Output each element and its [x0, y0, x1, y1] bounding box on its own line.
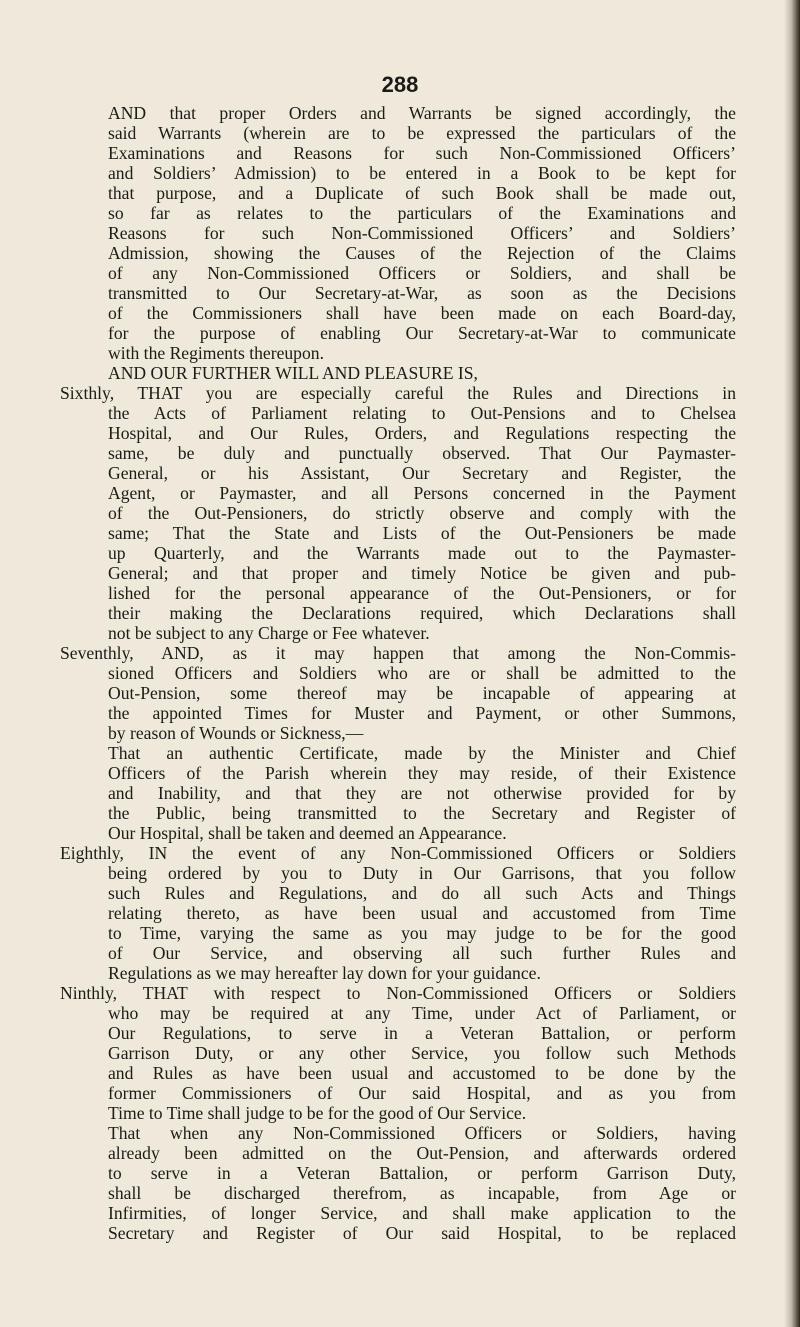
- text-line: Officers of the Parish wherein they may reside, of their Existence: [108, 763, 736, 783]
- text-line: to Time, varying the same as you may judge to be for the good: [108, 923, 736, 943]
- text-line: and Rules as have been usual and accustomed to be done by the: [108, 1063, 736, 1083]
- text-line: that purpose, and a Duplicate of such Book shall be made out,: [108, 183, 736, 203]
- text-line: Seventhly, AND, as it may happen that among the Non-Commis-: [60, 643, 736, 663]
- text-line: Infirmities, of longer Service, and shall make application to the: [108, 1203, 736, 1223]
- text-line: Examinations and Reasons for such Non-Commissioned Officers’: [108, 143, 736, 163]
- text-line: of the Commissioners shall have been made on each Board-day,: [108, 303, 736, 323]
- text-line: Agent, or Paymaster, and all Persons concerned in the Payment: [108, 483, 736, 503]
- text-line: Our Regulations, to serve in a Veteran Battalion, or perform: [108, 1023, 736, 1043]
- text-line: Eighthly, IN the event of any Non-Commissioned Officers or Soldiers: [60, 843, 736, 863]
- text-line: being ordered by you to Duty in Our Garrisons, that you follow: [108, 863, 736, 883]
- text-line: Reasons for such Non-Commissioned Officers’ and Soldiers’: [108, 223, 736, 243]
- text-line: for the purpose of enabling Our Secretary-at-War to communicate: [108, 323, 736, 343]
- text-line: Regulations as we may hereafter lay down for your guidance.: [108, 963, 541, 983]
- text-line: Time to Time shall judge to be for the good of Our Service.: [108, 1103, 527, 1123]
- text-line: That an authentic Certificate, made by the Minister and Chief: [108, 743, 736, 763]
- text-line: relating thereto, as have been usual and accustomed from Time: [108, 903, 736, 923]
- text-line: same; That the State and Lists of the Out-Pensioners be made: [108, 523, 736, 543]
- text-line: of the Out-Pensioners, do strictly observe and comply with the: [108, 503, 736, 523]
- text-line: said Warrants (wherein are to be expressed the particulars of the: [108, 123, 736, 143]
- text-line: General, or his Assistant, Our Secretary and Register, the: [108, 463, 736, 483]
- text-line: their making the Declarations required, which Declarations shall: [108, 603, 736, 623]
- text-line: shall be discharged therefrom, as incapable, from Age or: [108, 1183, 736, 1203]
- text-line: sioned Officers and Soldiers who are or shall be admitted to the: [108, 663, 736, 683]
- text-line: the Public, being transmitted to the Secretary and Register of: [108, 803, 736, 823]
- text-line: to serve in a Veteran Battalion, or perform Garrison Duty,: [108, 1163, 736, 1183]
- text-line: such Rules and Regulations, and do all such Acts and Things: [108, 883, 736, 903]
- text-line: with the Regiments thereupon.: [108, 343, 324, 363]
- text-line: former Commissioners of Our said Hospital, and as you from: [108, 1083, 736, 1103]
- text-line: Secretary and Register of Our said Hospital, to be replaced: [108, 1223, 736, 1243]
- body-text: [60, 103, 736, 1243]
- text-line: transmitted to Our Secretary-at-War, as soon as the Decisions: [108, 283, 736, 303]
- text-line: up Quarterly, and the Warrants made out to the Paymaster-: [108, 543, 736, 563]
- text-line: General; and that proper and timely Notice be given and pub-: [108, 563, 736, 583]
- text-line: Garrison Duty, or any other Service, you follow such Methods: [108, 1043, 736, 1063]
- text-line: of any Non-Commissioned Officers or Soldiers, and shall be: [108, 263, 736, 283]
- text-line: by reason of Wounds or Sickness,—: [108, 723, 364, 743]
- text-line: not be subject to any Charge or Fee whatever.: [108, 623, 430, 643]
- text-line: and Soldiers’ Admission) to be entered in a Book to be kept for: [108, 163, 736, 183]
- text-line: AND that proper Orders and Warrants be signed accordingly, the: [108, 103, 736, 123]
- text-line: already been admitted on the Out-Pension, and afterwards ordered: [108, 1143, 736, 1163]
- text-line: That when any Non-Commissioned Officers or Soldiers, having: [108, 1123, 736, 1143]
- text-line: the appointed Times for Muster and Payment, or other Summons,: [108, 703, 736, 723]
- page-number: 288: [381, 72, 419, 97]
- text-line: Admission, showing the Causes of the Rejection of the Claims: [108, 243, 736, 263]
- text-line: Out-Pension, some thereof may be incapable of appearing at: [108, 683, 736, 703]
- text-line: lished for the personal appearance of the Out-Pensioners, or for: [108, 583, 736, 603]
- text-line: Ninthly, THAT with respect to Non-Commissioned Officers or Soldiers: [60, 983, 736, 1003]
- text-line: AND OUR FURTHER WILL AND PLEASURE IS,: [108, 363, 478, 383]
- page-edge-shadow: [784, 0, 800, 1327]
- text-line: the Acts of Parliament relating to Out-Pensions and to Chelsea: [108, 403, 736, 423]
- text-line: of Our Service, and observing all such further Rules and: [108, 943, 736, 963]
- text-line: who may be required at any Time, under Act of Parliament, or: [108, 1003, 736, 1023]
- text-line: Our Hospital, shall be taken and deemed an Appearance.: [108, 823, 507, 843]
- text-line: so far as relates to the particulars of the Examinations and: [108, 203, 736, 223]
- text-line: Sixthly, THAT you are especially careful the Rules and Directions in: [60, 383, 736, 403]
- text-line: and Inability, and that they are not otherwise provided for by: [108, 783, 736, 803]
- text-line: same, be duly and punctually observed. That Our Paymaster-: [108, 443, 736, 463]
- text-line: Hospital, and Our Rules, Orders, and Regulations respecting the: [108, 423, 736, 443]
